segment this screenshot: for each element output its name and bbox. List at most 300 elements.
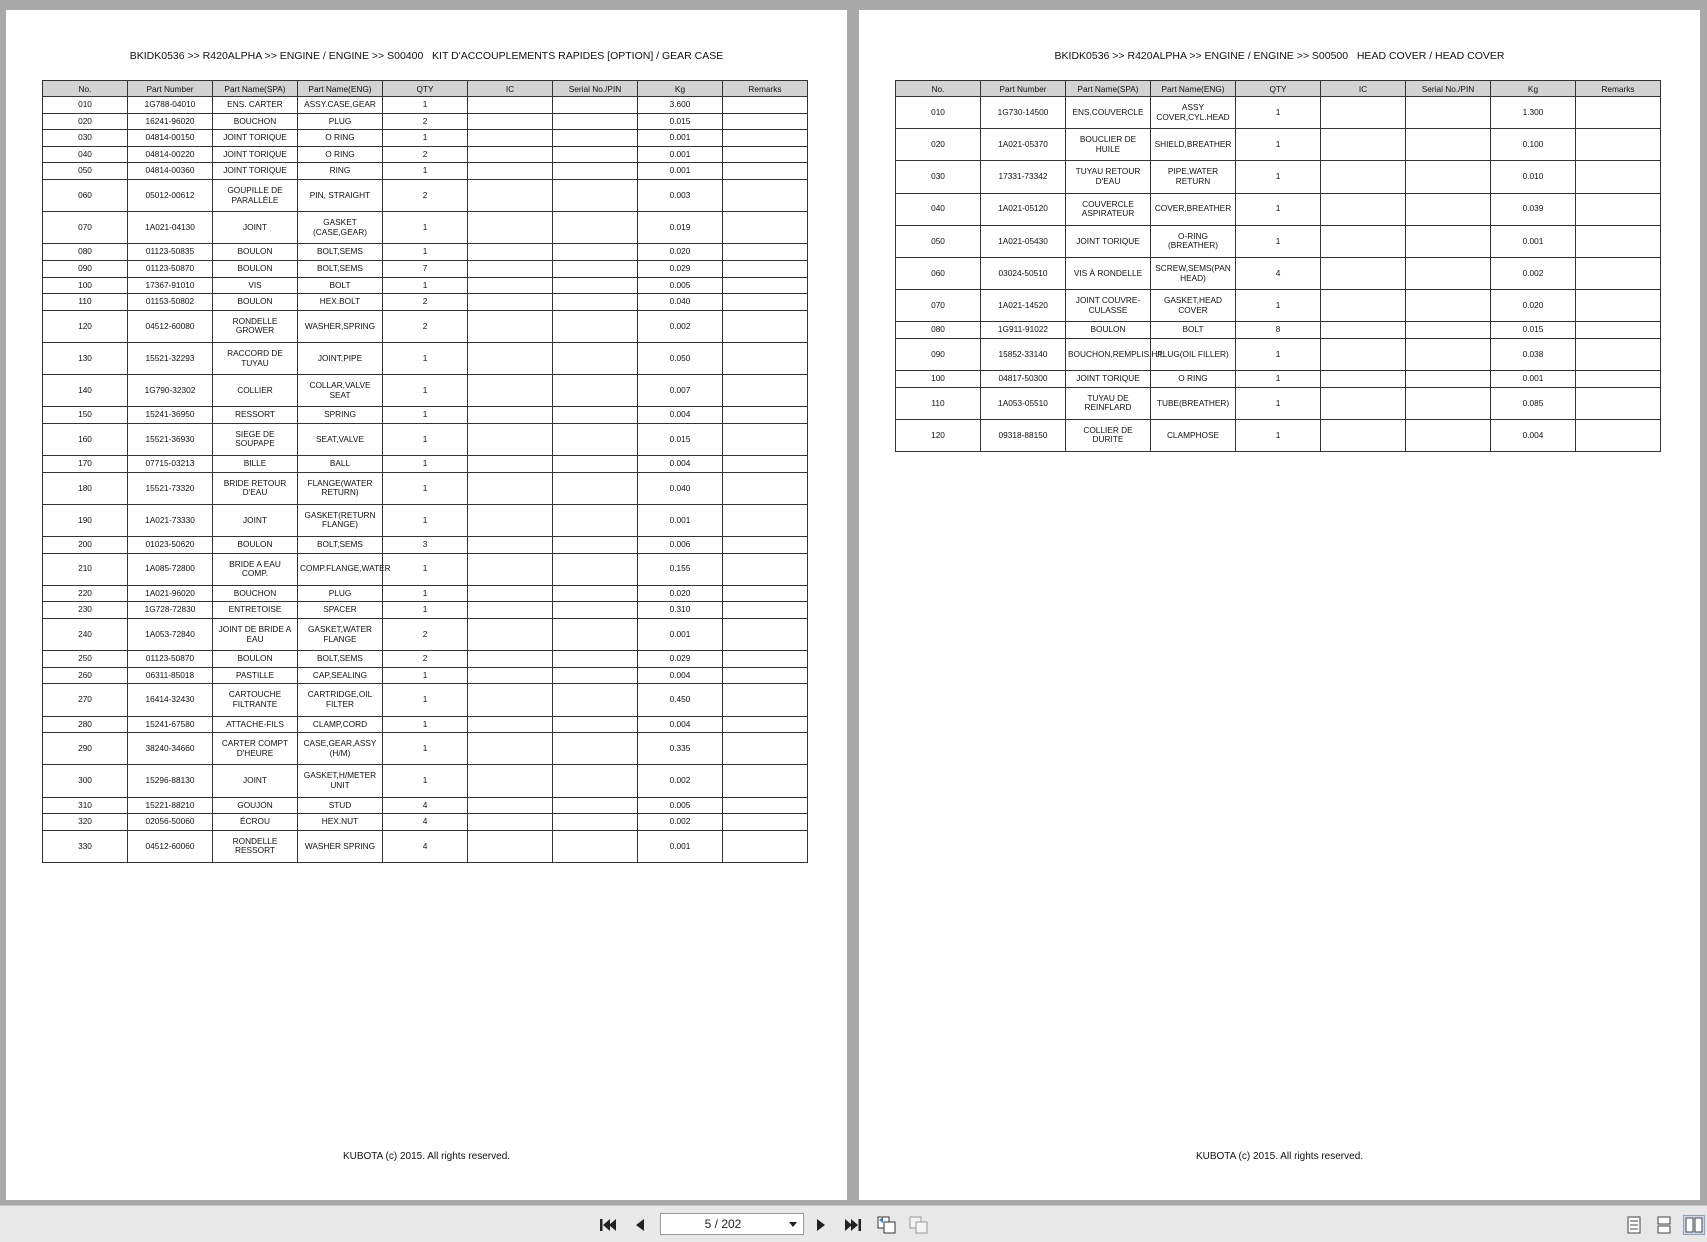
part-name-eng-cell: BALL <box>298 456 383 473</box>
table-row <box>43 814 808 831</box>
remarks-cell <box>723 113 808 130</box>
qty-cell: 2 <box>383 651 468 668</box>
serial-cell <box>553 375 638 407</box>
kg-cell: 0.155 <box>638 553 723 585</box>
remarks-cell <box>1576 161 1661 193</box>
part-name-spa-cell: TUYAU RETOUR D'EAU <box>1066 161 1151 193</box>
serial-cell <box>553 310 638 342</box>
part-name-eng-cell: WASHER SPRING <box>298 830 383 862</box>
kg-cell: 3.600 <box>638 97 723 114</box>
remarks-cell <box>723 179 808 211</box>
part-name-eng-cell: CARTRIDGE,OIL FILTER <box>298 684 383 716</box>
ic-cell <box>468 733 553 765</box>
table-row <box>43 130 808 147</box>
part-name-eng-cell: COVER,BREATHER <box>1151 193 1236 225</box>
facing-layout-icon[interactable] <box>1683 1215 1705 1235</box>
serial-cell <box>1406 193 1491 225</box>
part-name-eng-cell: CASE,GEAR,ASSY (H/M) <box>298 733 383 765</box>
column-header: No. <box>43 81 128 97</box>
part-number-cell: 1G788-04010 <box>128 97 213 114</box>
kg-cell: 0.002 <box>638 310 723 342</box>
qty-cell: 3 <box>383 537 468 554</box>
kg-cell: 0.020 <box>1491 290 1576 322</box>
table-row <box>43 667 808 684</box>
table-header-row <box>896 81 1661 97</box>
part-number-cell: 04814-00150 <box>128 130 213 147</box>
serial-cell <box>1406 338 1491 370</box>
ic-cell <box>468 179 553 211</box>
kg-cell: 0.004 <box>638 456 723 473</box>
part-name-spa-cell: PASTILLE <box>213 667 298 684</box>
part-number-cell: 15521-36930 <box>128 423 213 455</box>
no-cell: 030 <box>43 130 128 147</box>
qty-cell: 1 <box>383 277 468 294</box>
column-header: Part Name(ENG) <box>1151 81 1236 97</box>
remarks-cell <box>723 553 808 585</box>
qty-cell: 1 <box>383 97 468 114</box>
part-number-cell: 1A021-05430 <box>981 225 1066 257</box>
kg-cell: 0.010 <box>1491 161 1576 193</box>
ic-cell <box>1321 129 1406 161</box>
part-number-cell: 04814-00360 <box>128 163 213 180</box>
part-name-eng-cell: STUD <box>298 797 383 814</box>
part-number-cell: 03024-50510 <box>981 257 1066 289</box>
part-number-cell: 1G911-91022 <box>981 322 1066 339</box>
part-name-spa-cell: BOUCHON,REMPLIS.H/L <box>1066 338 1151 370</box>
remarks-cell <box>723 814 808 831</box>
ic-cell <box>468 310 553 342</box>
part-name-eng-cell: ASSY.CASE,GEAR <box>298 97 383 114</box>
ic-cell <box>468 472 553 504</box>
part-name-eng-cell: HEX.NUT <box>298 814 383 831</box>
part-name-spa-cell: BOULON <box>1066 322 1151 339</box>
part-name-spa-cell: BOULON <box>213 294 298 311</box>
table-body <box>896 97 1661 452</box>
table-row <box>43 456 808 473</box>
part-number-cell: 1A021-05120 <box>981 193 1066 225</box>
remarks-cell <box>723 294 808 311</box>
remarks-cell <box>723 244 808 261</box>
column-header: No. <box>896 81 981 97</box>
part-number-cell: 38240-34660 <box>128 733 213 765</box>
kg-cell: 0.001 <box>638 619 723 651</box>
part-name-spa-cell: JOINT <box>213 504 298 536</box>
remarks-cell <box>723 733 808 765</box>
part-name-eng-cell: HEX.BOLT <box>298 294 383 311</box>
part-number-cell: 17367-91010 <box>128 277 213 294</box>
part-number-cell: 01153-50802 <box>128 294 213 311</box>
part-name-eng-cell: BOLT,SEMS <box>298 260 383 277</box>
serial-cell <box>553 667 638 684</box>
no-cell: 020 <box>43 113 128 130</box>
table-row <box>43 504 808 536</box>
serial-cell <box>553 407 638 424</box>
part-number-cell: 15296-88130 <box>128 765 213 797</box>
table-row <box>43 310 808 342</box>
last-page-icon[interactable] <box>842 1215 864 1235</box>
table-row <box>43 765 808 797</box>
ic-cell <box>1321 193 1406 225</box>
part-name-eng-cell: GASKET (CASE,GEAR) <box>298 212 383 244</box>
no-cell: 040 <box>896 193 981 225</box>
part-name-spa-cell: VIS À RONDELLE <box>1066 257 1151 289</box>
no-cell: 200 <box>43 537 128 554</box>
serial-cell <box>553 684 638 716</box>
part-number-cell: 15241-67580 <box>128 716 213 733</box>
no-cell: 050 <box>43 163 128 180</box>
ic-cell <box>468 667 553 684</box>
remarks-cell <box>1576 225 1661 257</box>
remarks-cell <box>723 146 808 163</box>
kg-cell: 0.019 <box>638 212 723 244</box>
kg-cell: 0.085 <box>1491 387 1576 419</box>
ic-cell <box>1321 225 1406 257</box>
kg-cell: 0.006 <box>638 537 723 554</box>
remarks-cell <box>723 407 808 424</box>
serial-cell <box>1406 97 1491 129</box>
part-number-cell: 15521-73320 <box>128 472 213 504</box>
serial-cell <box>553 277 638 294</box>
part-name-spa-cell: COLLIER <box>213 375 298 407</box>
part-name-spa-cell: ENS.COUVERCLE <box>1066 97 1151 129</box>
part-name-eng-cell: COMP.FLANGE,WATER <box>298 553 383 585</box>
remarks-cell <box>1576 97 1661 129</box>
ic-cell <box>1321 338 1406 370</box>
serial-cell <box>553 504 638 536</box>
part-number-cell: 1A021-73330 <box>128 504 213 536</box>
qty-cell: 1 <box>1236 290 1321 322</box>
ic-cell <box>468 423 553 455</box>
no-cell: 070 <box>43 212 128 244</box>
kg-cell: 0.001 <box>638 163 723 180</box>
left-page <box>6 10 847 1200</box>
no-cell: 060 <box>896 257 981 289</box>
part-number-cell: 1G790-32302 <box>128 375 213 407</box>
next-page-icon[interactable] <box>810 1215 832 1235</box>
remarks-cell <box>723 423 808 455</box>
ic-cell <box>468 260 553 277</box>
table-row <box>896 225 1661 257</box>
part-name-eng-cell: PIPE,WATER RETURN <box>1151 161 1236 193</box>
part-name-spa-cell: RONDELLE RESSORT <box>213 830 298 862</box>
part-name-spa-cell: ATTACHE-FILS <box>213 716 298 733</box>
serial-cell <box>553 212 638 244</box>
no-cell: 280 <box>43 716 128 733</box>
table-row <box>896 257 1661 289</box>
remarks-cell <box>1576 193 1661 225</box>
serial-cell <box>553 342 638 374</box>
no-cell: 160 <box>43 423 128 455</box>
remarks-cell <box>723 97 808 114</box>
qty-cell: 4 <box>1236 257 1321 289</box>
ic-cell <box>1321 387 1406 419</box>
part-name-spa-cell: JOINT <box>213 212 298 244</box>
remarks-cell <box>1576 290 1661 322</box>
part-number-cell: 09318-88150 <box>981 419 1066 451</box>
page-number-input[interactable] <box>660 1213 804 1235</box>
ic-cell <box>468 212 553 244</box>
part-number-cell: 16414-32430 <box>128 684 213 716</box>
ic-cell <box>1321 419 1406 451</box>
kg-cell: 0.029 <box>638 651 723 668</box>
table-row <box>43 733 808 765</box>
part-name-eng-cell: SCREW,SEMS(PAN HEAD) <box>1151 257 1236 289</box>
table-row <box>896 371 1661 388</box>
no-cell: 040 <box>43 146 128 163</box>
remarks-cell <box>1576 322 1661 339</box>
chevron-down-icon[interactable] <box>788 1218 798 1232</box>
remarks-cell <box>1576 129 1661 161</box>
part-name-eng-cell: PLUG <box>298 113 383 130</box>
serial-cell <box>1406 371 1491 388</box>
remarks-cell <box>1576 419 1661 451</box>
first-page-icon[interactable] <box>597 1215 619 1235</box>
part-number-cell: 04512-60060 <box>128 830 213 862</box>
serial-cell <box>1406 129 1491 161</box>
qty-cell: 1 <box>383 212 468 244</box>
ic-cell <box>1321 322 1406 339</box>
table-row <box>43 716 808 733</box>
no-cell: 140 <box>43 375 128 407</box>
table-row <box>43 179 808 211</box>
continuous-layout-icon[interactable] <box>1653 1215 1675 1235</box>
previous-page-icon[interactable] <box>629 1215 651 1235</box>
part-name-eng-cell: TUBE(BREATHER) <box>1151 387 1236 419</box>
part-name-spa-cell: RONDELLE GROWER <box>213 310 298 342</box>
part-name-eng-cell: O RING <box>298 146 383 163</box>
continuous-view-icon[interactable] <box>908 1215 930 1235</box>
kg-cell: 0.039 <box>1491 193 1576 225</box>
no-cell: 120 <box>896 419 981 451</box>
table-row <box>43 472 808 504</box>
table-row <box>43 277 808 294</box>
ic-cell <box>468 619 553 651</box>
remarks-cell <box>723 651 808 668</box>
part-number-cell: 01123-50870 <box>128 651 213 668</box>
ic-cell <box>468 602 553 619</box>
serial-cell <box>1406 257 1491 289</box>
ic-cell <box>468 553 553 585</box>
table-row <box>896 193 1661 225</box>
kg-cell: 0.002 <box>638 765 723 797</box>
part-number-cell: 01123-50870 <box>128 260 213 277</box>
part-name-eng-cell: BOLT,SEMS <box>298 244 383 261</box>
column-header: IC <box>1321 81 1406 97</box>
qty-cell: 1 <box>383 765 468 797</box>
remarks-cell <box>723 684 808 716</box>
qty-cell: 1 <box>383 585 468 602</box>
qty-cell: 1 <box>383 472 468 504</box>
page-title: BKIDK0536 >> R420ALPHA >> ENGINE / ENGINE >> S00500 HEAD COVER / HEAD COVER <box>1054 50 1505 62</box>
qty-cell: 2 <box>383 294 468 311</box>
part-number-cell: 06311-85018 <box>128 667 213 684</box>
part-name-spa-cell: ENTRETOISE <box>213 602 298 619</box>
serial-cell <box>553 553 638 585</box>
ic-cell <box>468 585 553 602</box>
remarks-cell <box>723 277 808 294</box>
ic-cell <box>468 244 553 261</box>
single-page-layout-icon[interactable] <box>1623 1215 1645 1235</box>
serial-cell <box>553 830 638 862</box>
kg-cell: 0.001 <box>638 146 723 163</box>
part-name-eng-cell: GASKET,HEAD COVER <box>1151 290 1236 322</box>
part-name-eng-cell: ASSY COVER,CYL.HEAD <box>1151 97 1236 129</box>
qty-cell: 4 <box>383 797 468 814</box>
ic-cell <box>468 375 553 407</box>
kg-cell: 0.040 <box>638 472 723 504</box>
kg-cell: 0.002 <box>638 814 723 831</box>
remarks-cell <box>1576 257 1661 289</box>
ic-cell <box>1321 371 1406 388</box>
part-name-spa-cell: BOULON <box>213 244 298 261</box>
serial-cell <box>1406 387 1491 419</box>
part-name-eng-cell: BOLT,SEMS <box>298 537 383 554</box>
part-name-spa-cell: GOUPILLE DE PARALLÈLE <box>213 179 298 211</box>
serial-cell <box>553 472 638 504</box>
no-cell: 080 <box>43 244 128 261</box>
part-name-spa-cell: RESSORT <box>213 407 298 424</box>
table-row <box>43 212 808 244</box>
column-header: Serial No./PIN <box>553 81 638 97</box>
ic-cell <box>468 504 553 536</box>
no-cell: 250 <box>43 651 128 668</box>
kg-cell: 0.050 <box>638 342 723 374</box>
table-row <box>43 797 808 814</box>
kg-cell: 0.029 <box>638 260 723 277</box>
ic-cell <box>468 814 553 831</box>
no-cell: 100 <box>43 277 128 294</box>
part-number-cell: 04814-00220 <box>128 146 213 163</box>
column-header: QTY <box>1236 81 1321 97</box>
ic-cell <box>1321 161 1406 193</box>
table-row <box>896 97 1661 129</box>
table-row <box>896 129 1661 161</box>
kg-cell: 0.001 <box>638 830 723 862</box>
ic-cell <box>1321 97 1406 129</box>
table-header-row <box>43 81 808 97</box>
ic-cell <box>468 407 553 424</box>
part-number-cell: 1A085-72800 <box>128 553 213 585</box>
table-row <box>43 97 808 114</box>
no-cell: 310 <box>43 797 128 814</box>
no-cell: 070 <box>896 290 981 322</box>
table-row <box>43 585 808 602</box>
table-row <box>43 244 808 261</box>
qty-cell: 1 <box>1236 338 1321 370</box>
serial-cell <box>553 244 638 261</box>
column-header: Part Name(SPA) <box>213 81 298 97</box>
part-name-eng-cell: O RING <box>298 130 383 147</box>
part-name-spa-cell: ÉCROU <box>213 814 298 831</box>
qty-cell: 7 <box>383 260 468 277</box>
serial-cell <box>553 423 638 455</box>
two-page-view-icon[interactable] <box>876 1215 898 1235</box>
part-name-eng-cell: O RING <box>1151 371 1236 388</box>
table-row <box>43 163 808 180</box>
table-row <box>43 537 808 554</box>
kg-cell: 0.004 <box>638 667 723 684</box>
kg-cell: 0.020 <box>638 585 723 602</box>
serial-cell <box>553 765 638 797</box>
right-page <box>859 10 1700 1200</box>
table-row <box>43 423 808 455</box>
kg-cell: 0.310 <box>638 602 723 619</box>
part-name-spa-cell: BOULON <box>213 651 298 668</box>
serial-cell <box>553 294 638 311</box>
part-name-spa-cell: BOULON <box>213 537 298 554</box>
qty-cell: 1 <box>383 423 468 455</box>
part-number-cell: 1A021-14520 <box>981 290 1066 322</box>
kg-cell: 0.015 <box>1491 322 1576 339</box>
kg-cell: 0.002 <box>1491 257 1576 289</box>
serial-cell <box>553 733 638 765</box>
qty-cell: 1 <box>1236 371 1321 388</box>
ic-cell <box>468 830 553 862</box>
serial-cell <box>553 797 638 814</box>
part-number-cell: 1A021-96020 <box>128 585 213 602</box>
qty-cell: 1 <box>383 375 468 407</box>
part-name-eng-cell: GASKET,H/METER UNIT <box>298 765 383 797</box>
qty-cell: 1 <box>1236 161 1321 193</box>
part-name-spa-cell: VIS <box>213 277 298 294</box>
kg-cell: 1.300 <box>1491 97 1576 129</box>
part-name-spa-cell: JOINT <box>213 765 298 797</box>
no-cell: 110 <box>43 294 128 311</box>
part-number-cell: 17331-73342 <box>981 161 1066 193</box>
qty-cell: 2 <box>383 619 468 651</box>
remarks-cell <box>723 537 808 554</box>
part-name-eng-cell: SPACER <box>298 602 383 619</box>
part-number-cell: 05012-00612 <box>128 179 213 211</box>
ic-cell <box>468 277 553 294</box>
ic-cell <box>468 342 553 374</box>
serial-cell <box>1406 419 1491 451</box>
remarks-cell <box>723 602 808 619</box>
table-row <box>896 419 1661 451</box>
column-header: Kg <box>638 81 723 97</box>
serial-cell <box>553 814 638 831</box>
qty-cell: 1 <box>383 342 468 374</box>
qty-cell: 8 <box>1236 322 1321 339</box>
ic-cell <box>468 113 553 130</box>
no-cell: 300 <box>43 765 128 797</box>
no-cell: 290 <box>43 733 128 765</box>
column-header: IC <box>468 81 553 97</box>
table-body <box>43 97 808 863</box>
qty-cell: 1 <box>383 602 468 619</box>
table-row <box>43 342 808 374</box>
remarks-cell <box>723 163 808 180</box>
qty-cell: 1 <box>383 684 468 716</box>
column-header: QTY <box>383 81 468 97</box>
part-name-spa-cell: COUVERCLE ASPIRATEUR <box>1066 193 1151 225</box>
qty-cell: 1 <box>1236 387 1321 419</box>
part-name-eng-cell: PIN, STRAIGHT <box>298 179 383 211</box>
serial-cell <box>553 619 638 651</box>
serial-cell <box>1406 322 1491 339</box>
qty-cell: 1 <box>383 130 468 147</box>
table-row <box>43 113 808 130</box>
part-name-eng-cell: COLLAR,VALVE SEAT <box>298 375 383 407</box>
remarks-cell <box>723 504 808 536</box>
qty-cell: 1 <box>383 553 468 585</box>
table-row <box>43 375 808 407</box>
parts-table <box>42 80 808 863</box>
no-cell: 180 <box>43 472 128 504</box>
remarks-cell <box>723 619 808 651</box>
part-name-eng-cell: SHIELD,BREATHER <box>1151 129 1236 161</box>
part-number-cell: 02056-50060 <box>128 814 213 831</box>
